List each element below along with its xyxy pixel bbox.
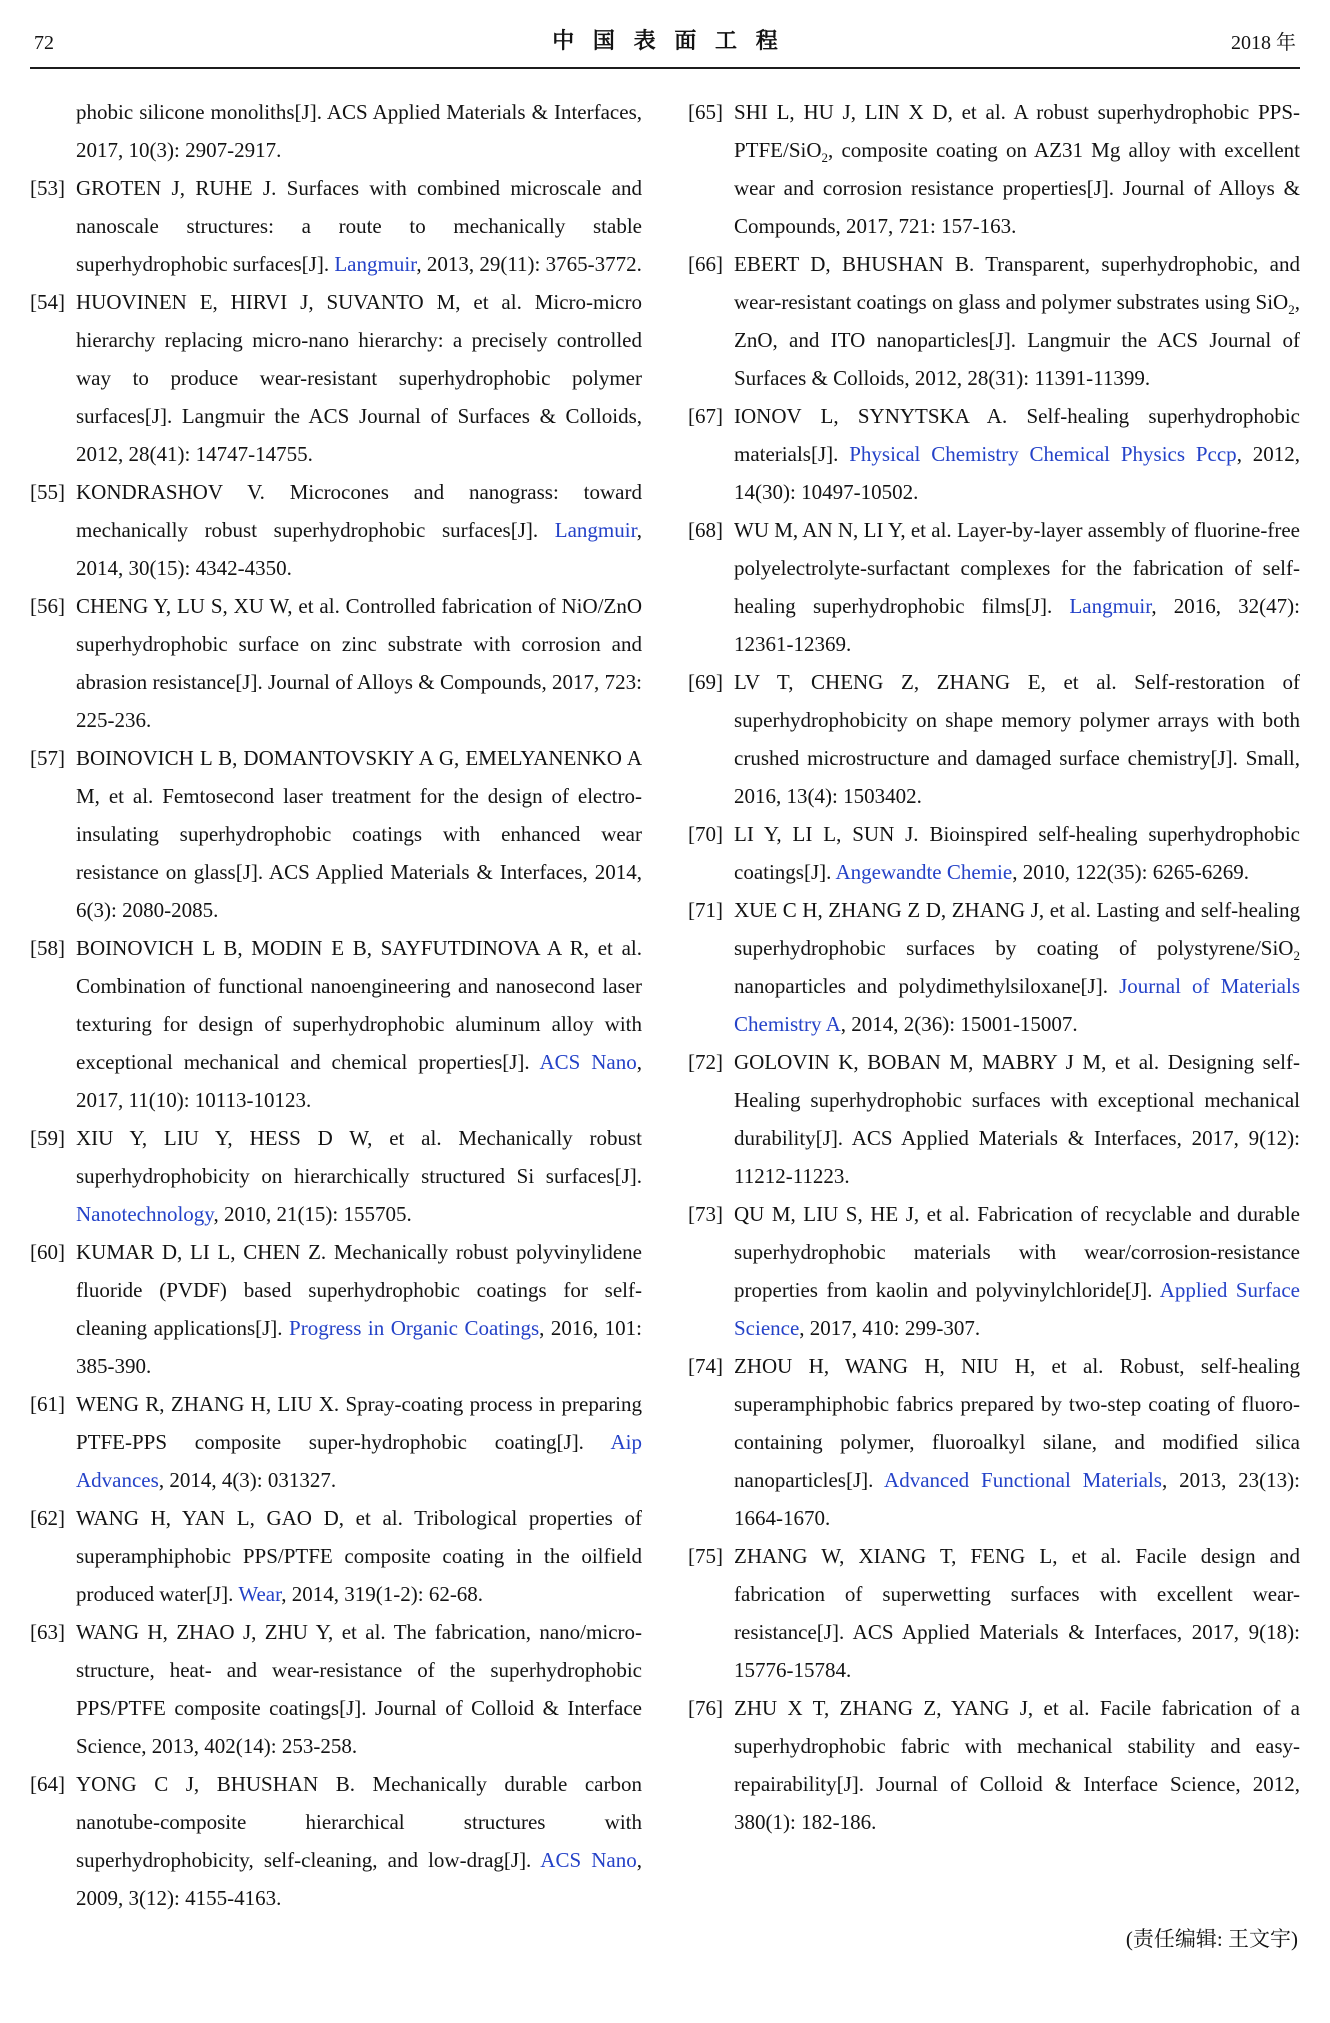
reference-text xyxy=(76,1506,642,1606)
journal-link[interactable]: ACS Nano xyxy=(539,1050,637,1074)
reference-text xyxy=(734,1354,1300,1530)
reference-item xyxy=(30,283,642,473)
reference-text xyxy=(76,1126,642,1226)
reference-item xyxy=(30,739,642,929)
reference-text xyxy=(734,252,1300,390)
journal-link[interactable]: Physical Chemistry Chemical Physics Pccp xyxy=(849,442,1237,466)
reference-text-segment: ZHU X T, ZHANG Z, YANG J, et al. Facile fabrication of a superhydrophobic fabric with mechanical stability and easy-repairability[J]. Journal of Colloid & Interface Science, 2012, 380(1): 182-186. xyxy=(734,1696,1300,1834)
reference-text-segment: nanoparticles and polydimethylsiloxane[J]. xyxy=(734,974,1120,998)
reference-text xyxy=(734,1696,1300,1834)
reference-number: [55] xyxy=(30,480,65,504)
reference-text xyxy=(76,1240,642,1378)
reference-text xyxy=(76,1392,642,1492)
references-section xyxy=(30,93,1300,1917)
reference-text xyxy=(76,746,642,922)
reference-item xyxy=(688,397,1300,511)
reference-text-segment: , 2014, 2(36): 15001-15007. xyxy=(840,1012,1078,1036)
publication-year: 2018 年 xyxy=(1231,32,1296,54)
journal-link[interactable]: ACS Nano xyxy=(540,1848,637,1872)
reference-text-segment: QU M, LIU S, HE J, et al. Fabrication of recyclable and durable superhydrophobic materials with wear/corrosion-resistance properties from kaolin and polyvinylchloride[J]. xyxy=(734,1202,1300,1302)
reference-item xyxy=(688,1537,1300,1689)
reference-text-segment: XUE C H, ZHANG Z D, ZHANG J, et al. Lasting and self-healing superhydrophobic surfaces by coating of polystyrene/SiO xyxy=(734,898,1300,960)
reference-number: [66] xyxy=(688,252,723,276)
reference-text-segment: , 2013, 29(11): 3765-3772. xyxy=(416,252,642,276)
subscript-text: 2 xyxy=(1293,948,1300,964)
reference-item xyxy=(30,1385,642,1499)
reference-text-segment: KONDRASHOV V. Microcones and nanograss: toward mechanically robust superhydrophobic surfaces[J]. xyxy=(76,480,642,542)
reference-text-segment: , 2017, 410: 299-307. xyxy=(799,1316,981,1340)
reference-number: [75] xyxy=(688,1544,723,1568)
reference-text-segment: LV T, CHENG Z, ZHANG E, et al. Self-restoration of superhydrophobicity on shape memory polymer arrays with both crushed microstructure and damaged surface chemistry[J]. Small, 2016, 13(4): 1503402. xyxy=(734,670,1300,808)
page-header xyxy=(30,24,1300,69)
reference-number: [57] xyxy=(30,746,65,770)
reference-text-segment: , 2017, 11(10): 10113-10123. xyxy=(76,1050,642,1112)
editor-note: (责任编辑: 王文宇) xyxy=(1125,1927,1298,1951)
reference-number: [76] xyxy=(688,1696,723,1720)
journal-link[interactable]: Journal of Materials Chemistry A xyxy=(734,974,1300,1036)
reference-text xyxy=(734,898,1300,1036)
reference-item xyxy=(30,1613,642,1765)
page-number: 72 xyxy=(34,32,54,54)
reference-text xyxy=(734,404,1300,504)
reference-item xyxy=(688,245,1300,397)
reference-number: [68] xyxy=(688,518,723,542)
reference-text xyxy=(76,176,642,276)
reference-item xyxy=(688,93,1300,245)
reference-number: [69] xyxy=(688,670,723,694)
reference-number: [74] xyxy=(688,1354,723,1378)
reference-number: [72] xyxy=(688,1050,723,1074)
journal-link[interactable]: Aip Advances xyxy=(76,1430,642,1492)
reference-text-segment: IONOV L, SYNYTSKA A. Self-healing superhydrophobic materials[J]. xyxy=(734,404,1300,466)
reference-continuation xyxy=(30,93,642,169)
reference-text xyxy=(734,100,1300,238)
reference-item xyxy=(688,1689,1300,1841)
reference-text-segment: ZHOU H, WANG H, NIU H, et al. Robust, self-healing superamphiphobic fabrics prepared by two-step coating of fluoro-containing polymer, fluoroalkyl silane, and modified silica nanoparticles[J]. xyxy=(734,1354,1300,1492)
reference-text-segment: BOINOVICH L B, DOMANTOVSKIY A G, EMELYANENKO A M, et al. Femtosecond laser treatment for the design of electro-insulating superhydrophobic coatings with enhanced wear resistance on glass[J]. ACS Applied Materials & Interfaces, 2014, 6(3): 2080-2085. xyxy=(76,746,642,922)
reference-number: [60] xyxy=(30,1240,65,1264)
reference-text-segment: KUMAR D, LI L, CHEN Z. Mechanically robust polyvinylidene fluoride (PVDF) based superhydrophobic coatings for self-cleaning applications[J]. xyxy=(76,1240,642,1340)
reference-text-segment: , 2016, 32(47): 12361-12369. xyxy=(734,594,1300,656)
reference-text xyxy=(76,100,642,162)
reference-number: [53] xyxy=(30,176,65,200)
reference-item xyxy=(688,1195,1300,1347)
reference-number: [56] xyxy=(30,594,65,618)
reference-text xyxy=(734,1544,1300,1682)
reference-item xyxy=(30,169,642,283)
reference-text-segment: , 2014, 319(1-2): 62-68. xyxy=(281,1582,484,1606)
journal-link[interactable]: Angewandte Chemie xyxy=(835,860,1013,884)
reference-text-segment: GROTEN J, RUHE J. Surfaces with combined microscale and nanoscale structures: a route to mechanically stable superhydrophobic surfaces[J]. xyxy=(76,176,642,276)
reference-text xyxy=(76,594,642,732)
journal-link[interactable]: Applied Surface Science xyxy=(734,1278,1300,1340)
reference-text-segment: , 2016, 101: 385-390. xyxy=(76,1316,643,1378)
reference-item xyxy=(688,511,1300,663)
reference-item xyxy=(30,1233,642,1385)
reference-text xyxy=(76,480,642,580)
reference-number: [65] xyxy=(688,100,723,124)
reference-number: [58] xyxy=(30,936,65,960)
journal-link[interactable]: Langmuir xyxy=(554,518,637,542)
reference-number: [64] xyxy=(30,1772,65,1796)
reference-text xyxy=(734,1202,1300,1340)
reference-text-segment: YONG C J, BHUSHAN B. Mechanically durable carbon nanotube-composite hierarchical structures with superhydrophobicity, self-cleaning, and low-drag[J]. xyxy=(76,1772,642,1872)
reference-item xyxy=(30,1765,642,1917)
reference-text-segment: XIU Y, LIU Y, HESS D W, et al. Mechanically robust superhydrophobicity on hierarchically structured Si surfaces[J]. xyxy=(76,1126,642,1188)
reference-text-segment: EBERT D, BHUSHAN B. Transparent, superhydrophobic, and wear-resistant coatings on glass and polymer substrates using SiO xyxy=(734,252,1300,314)
reference-text xyxy=(734,518,1300,656)
reference-text-segment: , composite coating on AZ31 Mg alloy with excellent wear and corrosion resistance properties[J]. Journal of Alloys & Compounds, 2017, 721: 157-163. xyxy=(734,138,1300,238)
reference-item xyxy=(688,663,1300,815)
reference-item xyxy=(688,891,1300,1043)
reference-number: [61] xyxy=(30,1392,65,1416)
reference-item xyxy=(30,929,642,1119)
journal-link[interactable]: Langmuir xyxy=(1069,594,1152,618)
reference-text-segment: , 2009, 3(12): 4155-4163. xyxy=(76,1848,642,1910)
reference-text xyxy=(734,1050,1300,1188)
reference-item xyxy=(30,587,642,739)
reference-text-segment: WANG H, YAN L, GAO D, et al. Tribological properties of superamphiphobic PPS/PTFE composite coating in the oilfield produced water[J]. xyxy=(76,1506,642,1606)
references-right-column xyxy=(688,93,1300,1917)
reference-text-segment: , 2010, 21(15): 155705. xyxy=(213,1202,412,1226)
reference-text-segment: WU M, AN N, LI Y, et al. Layer-by-layer assembly of fluorine-free polyelectrolyte-surfactant complexes for the fabrication of self-healing superhydrophobic films[J]. xyxy=(734,518,1300,618)
reference-text-segment: GOLOVIN K, BOBAN M, MABRY J M, et al. Designing self-Healing superhydrophobic surfaces with exceptional mechanical durability[J]. ACS Applied Materials & Interfaces, 2017, 9(12): 11212-11223. xyxy=(734,1050,1300,1188)
reference-text-segment: WANG H, ZHAO J, ZHU Y, et al. The fabrication, nano/micro-structure, heat- and wear-resistance of the superhydrophobic PPS/PTFE composite coatings[J]. Journal of Colloid & Interface Science, 2013, 402(14): 253-258. xyxy=(76,1620,642,1758)
reference-text-segment: HUOVINEN E, HIRVI J, SUVANTO M, et al. Micro-micro hierarchy replacing micro-nano hierarchy: a precisely controlled way to produce wear-resistant superhydrophobic polymer surfaces[J]. Langmuir the ACS Journal of Surfaces & Colloids, 2012, 28(41): 14747-14755. xyxy=(76,290,642,466)
journal-link[interactable]: Wear xyxy=(238,1582,282,1606)
reference-text-segment: LI Y, LI L, SUN J. Bioinspired self-healing superhydrophobic coatings[J]. xyxy=(734,822,1300,884)
reference-text-segment: CHENG Y, LU S, XU W, et al. Controlled fabrication of NiO/ZnO superhydrophobic surface on zinc substrate with corrosion and abrasion resistance[J]. Journal of Alloys & Compounds, 2017, 723: 225-236. xyxy=(76,594,642,732)
reference-number: [62] xyxy=(30,1506,65,1530)
journal-link[interactable]: Langmuir xyxy=(334,252,417,276)
reference-number: [54] xyxy=(30,290,65,314)
reference-text-segment: , 2012, 14(30): 10497-10502. xyxy=(734,442,1301,504)
reference-text-segment: phobic silicone monoliths[J]. ACS Applied Materials & Interfaces, 2017, 10(3): 2907-2917. xyxy=(76,100,642,162)
journal-link[interactable]: Advanced Functional Materials xyxy=(884,1468,1162,1492)
reference-item xyxy=(30,473,642,587)
reference-text xyxy=(76,290,642,466)
reference-text xyxy=(76,1772,642,1910)
reference-text xyxy=(76,936,642,1112)
reference-item xyxy=(30,1499,642,1613)
reference-text-segment: , 2014, 4(3): 031327. xyxy=(158,1468,337,1492)
reference-number: [70] xyxy=(688,822,723,846)
subscript-text: 2 xyxy=(821,150,829,166)
reference-number: [71] xyxy=(688,898,723,922)
reference-text-segment: ZHANG W, XIANG T, FENG L, et al. Facile design and fabrication of superwetting surfaces with excellent wear-resistance[J]. ACS Applied Materials & Interfaces, 2017, 9(18): 15776-15784. xyxy=(734,1544,1300,1682)
reference-number: [63] xyxy=(30,1620,65,1644)
reference-number: [73] xyxy=(688,1202,723,1226)
reference-text-segment: WENG R, ZHANG H, LIU X. Spray-coating process in preparing PTFE-PPS composite super-hydrophobic coating[J]. xyxy=(76,1392,642,1454)
reference-item xyxy=(688,815,1300,891)
reference-text xyxy=(734,670,1300,808)
reference-number: [59] xyxy=(30,1126,65,1150)
reference-text xyxy=(734,822,1300,884)
reference-item xyxy=(30,1119,642,1233)
reference-text-segment: , 2014, 30(15): 4342-4350. xyxy=(76,518,642,580)
reference-item xyxy=(688,1043,1300,1195)
reference-text-segment: , ZnO, and ITO nanoparticles[J]. Langmuir the ACS Journal of Surfaces & Colloids, 2012, 28(31): 11391-11399. xyxy=(734,290,1300,390)
reference-text-segment: SHI L, HU J, LIN X D, et al. A robust superhydrophobic PPS-PTFE/SiO xyxy=(734,100,1300,162)
references-left-column xyxy=(30,93,642,1917)
subscript-text: 2 xyxy=(1288,302,1295,318)
reference-item xyxy=(688,1347,1300,1537)
journal-link[interactable]: Progress in Organic Coatings xyxy=(289,1316,540,1340)
reference-text-segment: BOINOVICH L B, MODIN E B, SAYFUTDINOVA A R, et al. Combination of functional nanoengineering and nanosecond laser texturing for design of superhydrophobic aluminum alloy with exceptional mechanical and chemical properties[J]. xyxy=(76,936,642,1074)
reference-text xyxy=(76,1620,642,1758)
reference-text-segment: , 2010, 122(35): 6265-6269. xyxy=(1012,860,1250,884)
journal-link[interactable]: Nanotechnology xyxy=(76,1202,214,1226)
reference-text-segment: , 2013, 23(13): 1664-1670. xyxy=(734,1468,1300,1530)
reference-number: [67] xyxy=(688,404,723,428)
journal-title: 中国表面工程 xyxy=(552,29,797,54)
